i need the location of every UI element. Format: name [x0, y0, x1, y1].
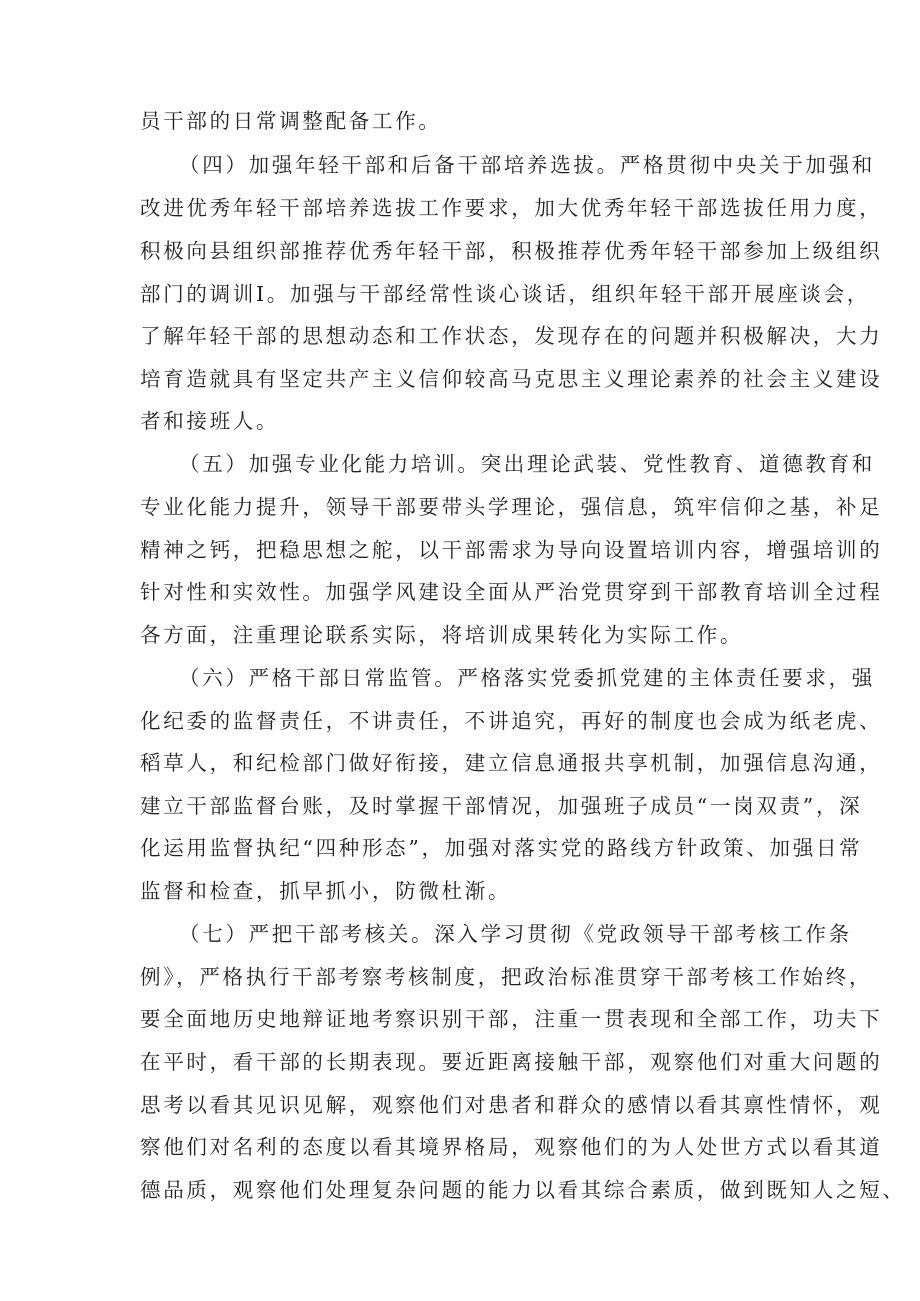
text-line-24: 思考以看其见识见解，观察他们对患者和群众的感情以看其禀性情怀，观 — [140, 1093, 883, 1117]
text-line-12: 针对性和实效性。加强学风建设全面从严治党贯穿到干部教育培训全过程 — [140, 580, 883, 604]
text-line-21: 例》，严格执行干部考察考核制度，把政治标准贯穿干部考核工作始终， — [140, 965, 873, 989]
text-line-1: 员干部的日常调整配备工作。 — [140, 109, 442, 133]
text-line-7: 培育造就具有坚定共产主义信仰较高马克思主义理论素养的社会主义建设 — [140, 367, 883, 391]
text-line-6: 了解年轻干部的思想动态和工作状态，发现存在的问题并积极解决，大力 — [140, 324, 883, 348]
text-line-8: 者和接班人。 — [140, 409, 280, 433]
text-line-13: 各方面，注重理论联系实际，将培训成果转化为实际工作。 — [140, 623, 744, 647]
paragraph-7-heading-line: （七）严把干部考核关。深入学习贯彻《党政领导干部考核工作条 — [179, 922, 852, 946]
text-line-11: 精神之钙，把稳思想之舵，以干部需求为导向设置培训内容，增强培训的 — [140, 538, 883, 562]
text-line-15: 化纪委的监督责任，不讲责任，不讲追究，再好的制度也会成为纸老虎、 — [140, 709, 883, 733]
text-line-10: 专业化能力提升，领导干部要带头学理论，强信息，筑牢信仰之基，补足 — [140, 495, 883, 519]
text-line-26: 德品质，观察他们处理复杂问题的能力以看其综合素质，做到既知人之短、 — [140, 1178, 906, 1202]
paragraph-5-heading-line: （五）加强专业化能力培训。突出理论武装、党性教育、道德教育和 — [179, 452, 875, 476]
text-line-23: 在平时，看干部的长期表现。要近距离接触干部，观察他们对重大问题的 — [140, 1050, 883, 1074]
text-line-22: 要全面地历史地辩证地考察识别干部，注重一贯表现和全部工作，功夫下 — [140, 1007, 883, 1031]
paragraph-4-heading-line: （四）加强年轻干部和后备干部培养选拔。严格贯彻中央关于加强和 — [179, 153, 875, 177]
text-line-17: 建立干部监督台账，及时掌握干部情况，加强班子成员“一岗双责”，深 — [140, 794, 863, 818]
text-line-4: 积极向县组织部推荐优秀年轻干部，积极推荐优秀年轻干部参加上级组织 — [140, 239, 883, 263]
text-line-3: 改进优秀年轻干部培养选拔工作要求，加大优秀年轻干部选拔任用力度， — [140, 196, 883, 220]
text-line-18: 化运用监督执纪“四种形态”，加强对落实党的路线方针政策、加强日常 — [140, 836, 863, 860]
text-line-25: 察他们对名利的态度以看其境界格局，观察他们的为人处世方式以看其道 — [140, 1135, 883, 1159]
text-line-5: 部门的调训I。加强与干部经常性谈心谈话，组织年轻干部开展座谈会， — [140, 282, 870, 306]
text-line-16: 稻草人，和纪检部门做好衔接，建立信息通报共享机制，加强信息沟通， — [140, 751, 883, 775]
paragraph-6-heading-line: （六）严格干部日常监管。严格落实党委抓党建的主体责任要求，强 — [179, 666, 875, 690]
text-line-19: 监督和检查，抓早抓小，防微杜渐。 — [140, 879, 512, 903]
